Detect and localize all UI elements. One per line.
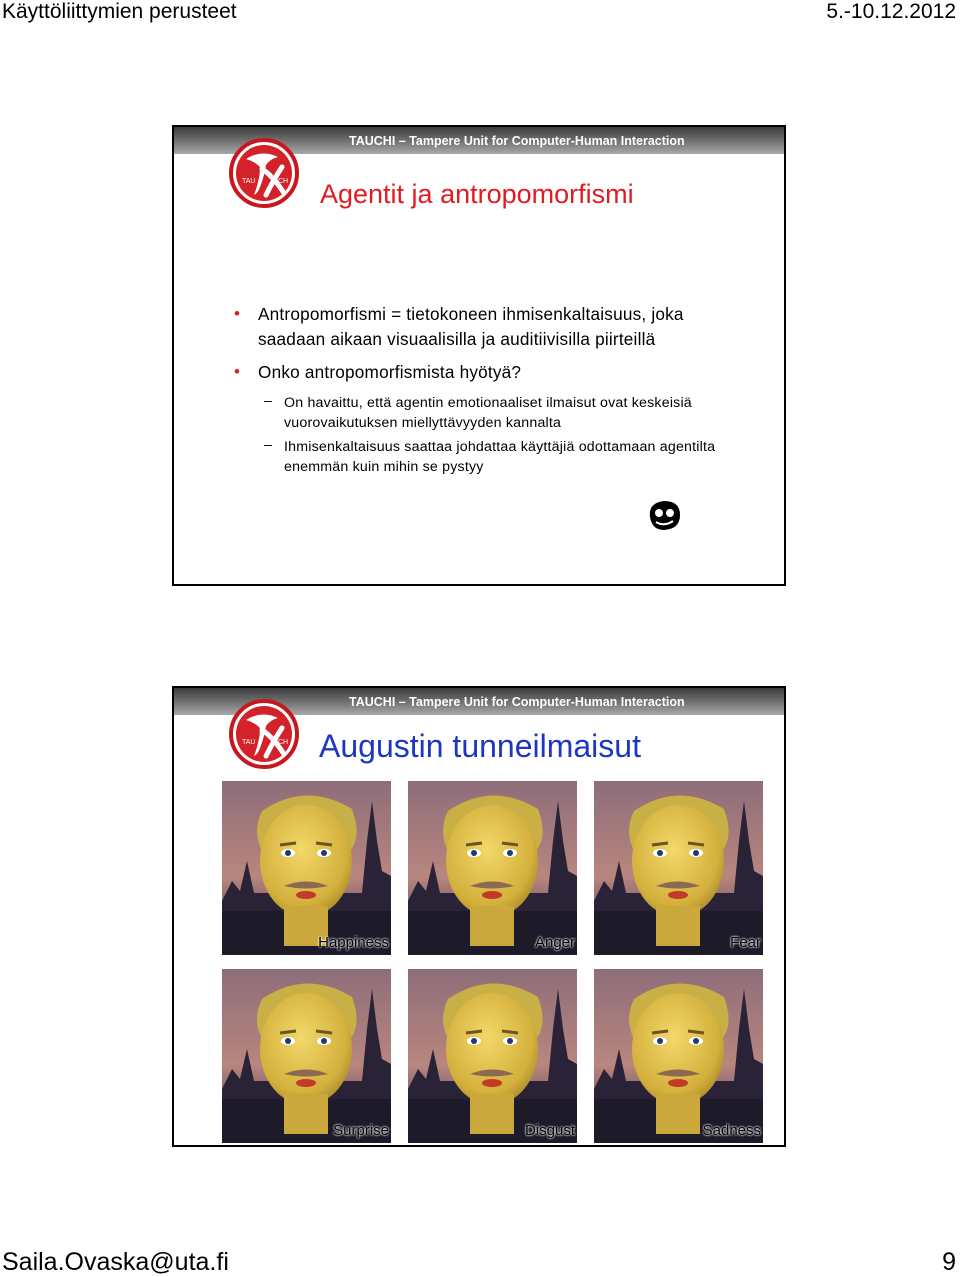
subbullet-dash: –	[264, 393, 273, 409]
course-date: 5.-10.12.2012	[826, 0, 956, 23]
slide-august	[172, 686, 786, 1147]
face-tile	[408, 781, 577, 955]
bullet-item	[234, 360, 754, 385]
agent-head-icon	[644, 497, 684, 533]
bullet-text: Antropomorfismi = tietokoneen ihmisenkaltaisuus, joka saadaan aikaan visuaalisilla ja auditiivisilla piirteillä	[258, 304, 684, 349]
august-face-image	[594, 969, 763, 1143]
subbullet-dash: –	[264, 437, 273, 453]
subbullet-text: Ihmisenkaltaisuus saattaa johdattaa käyttäjiä odottamaan agentilta enemmän kuin mihin se pystyy	[284, 439, 716, 475]
august-face-image	[408, 781, 577, 955]
face-tile	[222, 781, 391, 955]
page-number: 9	[942, 1248, 956, 1276]
tauchi-logo	[228, 698, 300, 770]
august-face-image	[594, 781, 763, 955]
logo-tau: TAU	[242, 178, 256, 185]
subbullet-text: On havaittu, että agentin emotionaaliset ilmaisut ovat keskeisiä vuorovaikutuksen miellyttävyyden kannalta	[284, 395, 692, 431]
august-face-image	[222, 781, 391, 955]
logo-ch: CH	[278, 739, 289, 746]
course-title: Käyttöliittymien perusteet	[2, 0, 237, 23]
slide-title: Agentit ja antropomorfismi	[320, 179, 634, 209]
face-tile	[222, 969, 391, 1143]
bullet-item	[234, 302, 754, 352]
face-label-anger: Anger	[534, 934, 575, 951]
banner-text: TAUCHI – Tampere Unit for Computer-Human Interaction	[349, 695, 685, 709]
face-label-surprise: Surprise	[333, 1122, 389, 1139]
subbullet-item	[234, 393, 754, 433]
slide-title: Augustin tunneilmaisut	[319, 728, 641, 764]
bullet-dot: •	[234, 362, 241, 381]
face-label-fear: Fear	[730, 934, 761, 951]
logo-tau: TAU	[242, 739, 256, 746]
face-label-sadness: Sadness	[702, 1122, 761, 1139]
logo-ch: CH	[278, 178, 289, 185]
face-label-happiness: Happiness	[318, 934, 389, 951]
face-label-disgust: Disgust	[524, 1122, 575, 1139]
banner-text: TAUCHI – Tampere Unit for Computer-Human Interaction	[349, 134, 685, 148]
face-grid	[222, 781, 764, 1143]
bullet-text: Onko antropomorfismista hyötyä?	[258, 362, 522, 382]
august-face-image	[222, 969, 391, 1143]
face-tile	[408, 969, 577, 1143]
bullet-dot: •	[234, 304, 241, 323]
tauchi-logo	[228, 137, 300, 209]
slide-agentit	[172, 125, 786, 586]
bullet-list	[234, 302, 754, 481]
august-face-image	[408, 969, 577, 1143]
face-tile	[594, 781, 763, 955]
subbullet-item	[234, 437, 754, 477]
footer-email: Saila.Ovaska@uta.fi	[2, 1248, 229, 1276]
face-tile	[594, 969, 763, 1143]
